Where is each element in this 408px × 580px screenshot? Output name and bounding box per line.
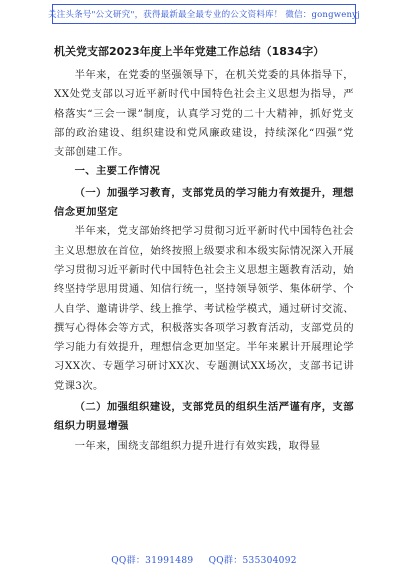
- body-paragraph-1: 半年来，党支部始终把学习贯彻习近平新时代中国特色社会主义思想放在首位，始终按照上级要求和本级实际情况深入开展学习贯彻习近平新时代中国特色社会主义思想主题教育活动，始终坚持学思用贯通、知信行统一，坚持领导领学、集体研学、个人自学、邀请讲学、线上推学、考试检学模式，通过研讨交流、撰写心得体会等方式，积极落实各项学习教育活动，支部党员的学习能力有效提升，理想信念更加坚定。半年来累计开展理论学习XX次、专题学习研讨XX次、专题测试XX场次，支部书记讲党课3次。: [54, 225, 354, 392]
- document-body: [54, 44, 354, 456]
- subsection-heading-1: （一）加强学习教育，支部党员的学习能力有效提升，理想信念更加坚定: [54, 186, 354, 219]
- section-heading: 一、主要工作情况: [74, 165, 161, 178]
- footer-contact: [0, 553, 408, 566]
- footer-qq-group-2: QQ群：535304092: [208, 556, 297, 566]
- subsection-heading-2: （二）加强组织建设，支部党员的组织生活严谨有序，支部组织力明显增强: [54, 401, 354, 433]
- body-paragraph-2: 一年来，围绕支部组织力提升进行有效实践，取得显: [74, 439, 321, 452]
- document-title: 机关党支部2023年度上半年党建工作总结（1834字）: [54, 45, 325, 58]
- footer-qq-group-1: QQ群：31991489: [111, 556, 194, 566]
- intro-paragraph: 半年来，在党委的坚强领导下，在机关党委的具体指导下，XX处党支部以习近平新时代中国特色社会主义思想为指导，严格落实“三会一课”制度，认真学习党的二十大精神，抓好党支部的政治建设、组织建设和党风廉政建设，持续深化“四强”党支部创建工作。: [54, 69, 354, 159]
- header-promo-banner: 关注头条号"公文研究"，获得最新最全最专业的公文资料库！ 微信：gongwenyj: [52, 4, 356, 24]
